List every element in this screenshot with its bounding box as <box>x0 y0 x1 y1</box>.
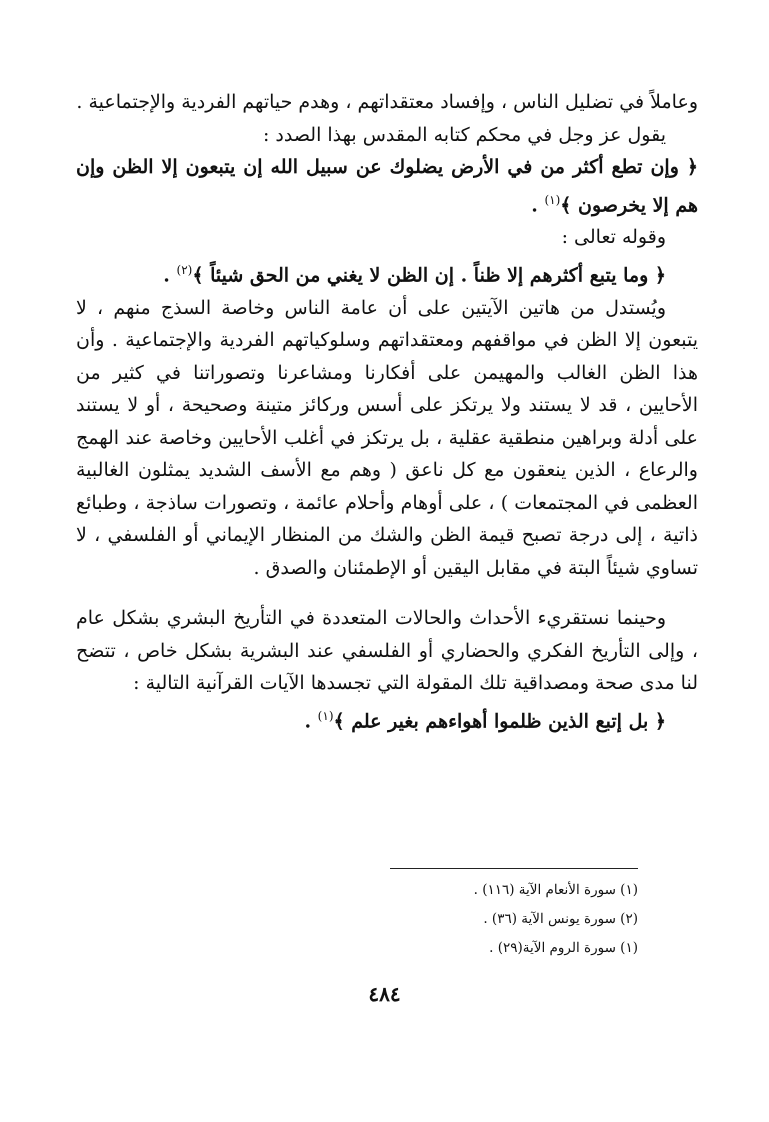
verse-1-footnote-ref: (١) <box>544 192 561 207</box>
verse-3-text: ﴿ بل إتبع الذين ظلموا أهواءهم بغير علم ﴾ <box>333 709 666 732</box>
verse-3-footnote-ref: (١) <box>317 708 334 723</box>
footnote-3: (١) سورة الروم الآية(٢٩) . <box>489 940 638 956</box>
quran-verse-3 <box>76 700 698 738</box>
quran-verse-2 <box>76 254 698 292</box>
page-number: ٤٨٤ <box>368 982 401 1006</box>
footnote-1: (١) سورة الأنعام الآية (١١٦) . <box>473 882 638 898</box>
verse-1-text: ﴿ وإن تطع أكثر من في الأرض يضلوك عن سبيل الله إن يتبعون إلا الظن وإن هم إلا يخرصون ﴾ <box>76 156 698 216</box>
footnote-divider <box>390 868 638 869</box>
footnotes <box>390 876 638 963</box>
verse-2-text: ﴿ وما يتبع أكثرهم إلا ظناً . إن الظن لا يغني من الحق شيئاً ﴾ <box>192 264 666 287</box>
body-line-second-quote-intro: وقوله تعالى : <box>561 226 666 249</box>
verse-2-end: . <box>163 264 177 287</box>
paragraph-1: ويُستدل من هاتين الآيتين على أن عامة الناس وخاصة السذج منهم ، لا يتبعون إلا الظن في مواقفهم ومعتقداتهم وسلوكياتهم الفردية والإجتماعية . وأن هذا الظن الغالب والمهيمن على أفكارنا ومشاعرنا وتصوراتنا في كثير من الأحايين ، قد لا يستند ولا يرتكز على أسس وركائز متينة وصحيحة ، أو لا يستند على أدلة وبراهين منطقية عقلية ، بل يرتكز في أغلب الأحايين وخاصة عند الهمج والرعاع ، الذين ينعقون مع كل ناعق ( وهم مع الأسف الشديد يمثلون الغالبية العظمى في المجتمعات ) ، على أوهام وأحلام عائمة ، وتصورات ساذجة ، وطبائع ذاتية ، إلى درجة تصبح قيمة الظن والشك من المنظار الإيماني أو الفلسفي ، لا تساوي شيئاً البتة في مقابل اليقين أو الإطمئنان والصدق . <box>76 296 698 579</box>
verse-2-footnote-ref: (٢) <box>176 262 193 277</box>
body-line-quote-intro: يقول عز وجل في محكم كتابه المقدس بهذا الصدد : <box>262 123 666 146</box>
body-line-intro: وعاملاً في تضليل الناس ، وإفساد معتقداتهم ، وهدم حياتهم الفردية والإجتماعية . <box>76 91 698 113</box>
footnote-2: (٢) سورة يونس الآية (٣٦) . <box>483 911 638 927</box>
verse-1-end: . <box>531 193 545 216</box>
quran-verse-1 <box>76 151 698 221</box>
main-text <box>76 86 698 737</box>
verse-3-end: . <box>304 709 318 732</box>
paragraph-2: وحينما نستقريء الأحداث والحالات المتعددة في التأريخ البشري بشكل عام ، وإلى التأريخ الفكري والحضاري أو الفلسفي عند البشرية بشكل خاص ، تتضح لنا مدى صحة ومصداقية تلك المقولة التي تجسدها الآيات القرآنية التالية : <box>76 607 698 695</box>
